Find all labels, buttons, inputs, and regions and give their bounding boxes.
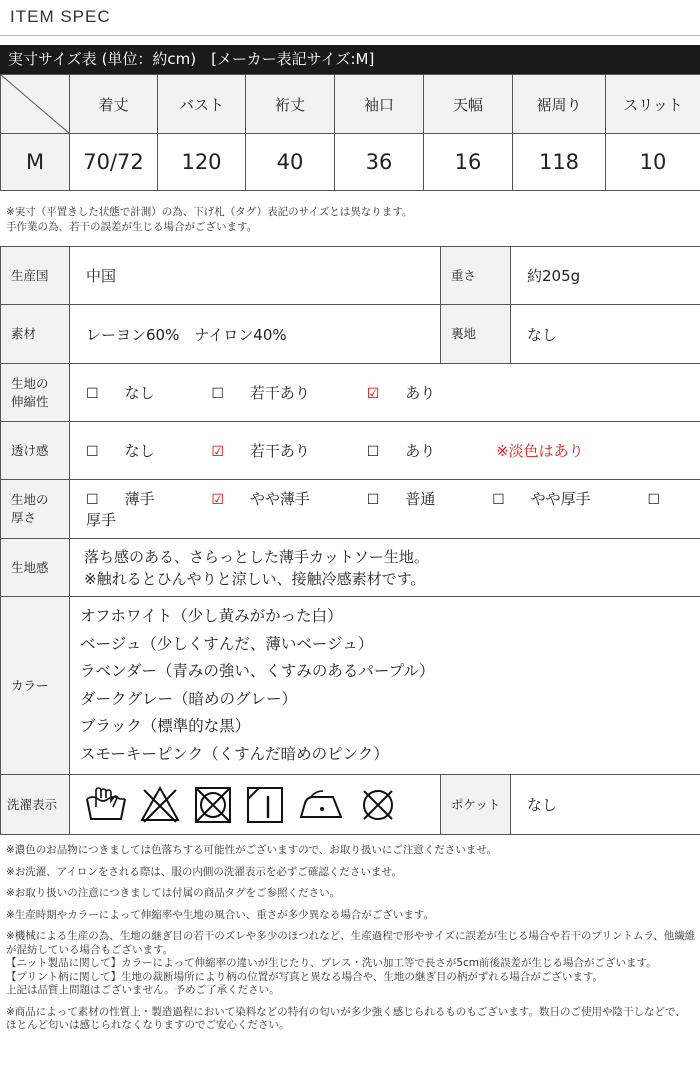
size-corner-cell [1, 75, 70, 134]
checkbox-checked-icon: ☑ [211, 444, 224, 460]
color-item: スモーキーピンク（くすんだ暗めのピンク） [80, 744, 389, 763]
footer-note: ※お取り扱いの注意につきましては付属の商品タグをご参照ください。 [6, 887, 341, 899]
color-item: ベージュ（少しくすんだ、薄いベージュ） [80, 634, 374, 653]
size-value: 10 [606, 134, 700, 191]
checkbox-empty-icon: ☐ [86, 444, 99, 460]
weight-value: 約205g [511, 247, 700, 305]
no-tumble-dry-icon [192, 785, 234, 825]
checkbox-empty-icon: ☐ [366, 492, 380, 508]
spec-row-stretch [1, 364, 700, 422]
footer-note: ※商品によって素材の性質上・製造過程において染料などの特有の匂いが多少強く感じられるものもございます。数日のご使用や陰干しなどで、ほとんど匂いは感じられなくなりますのでご安心ください。 [6, 1005, 686, 1031]
size-col-header: スリット [606, 75, 700, 134]
checkbox-empty-icon: ☐ [647, 492, 660, 508]
lining-label: 裏地 [441, 305, 511, 364]
care-symbols [70, 775, 441, 835]
size-value: 16 [424, 134, 513, 191]
size-row [1, 134, 700, 191]
footer-note: 上記は品質上問題はございません。予めご了承ください。 [6, 984, 280, 996]
checkbox-empty-icon: ☐ [86, 386, 99, 402]
thickness-label [1, 480, 70, 539]
thickness-label-line: 生地の [11, 492, 49, 507]
footer-note: ※生産時期やカラーによって伸縮率や生地の風合い、重さが多少異なる場合がございます。 [6, 908, 434, 921]
size-col-header: 着丈 [70, 75, 158, 134]
lining-value: なし [511, 305, 700, 364]
pocket-value: なし [511, 775, 700, 835]
no-bleach-icon [139, 785, 181, 825]
spec-row-origin [1, 247, 700, 305]
material-value: レーヨン60% ナイロン40% [70, 305, 441, 364]
spec-row-transparency [1, 422, 700, 480]
checkbox-empty-icon: ☐ [86, 492, 99, 508]
spec-row-colors [1, 597, 700, 775]
footer-note: 【プリント柄に関して】生地の裁断場所により柄の位置が写真と異なる場合や、生地の継ぎ目の柄がずれる場合がございます。 [6, 970, 604, 983]
size-header-row [1, 75, 700, 134]
stretch-option: ☐ 若干あり [211, 384, 310, 402]
thickness-option: ☐厚手 [86, 492, 660, 529]
material-label: 素材 [1, 305, 70, 364]
transparency-option: ☐ あり [366, 442, 436, 460]
footer-note: 【ニット製品に関して】カラーによって伸縮率の違いが生じたり、プレス・洗い加工等で長さが5cm前後誤差が生じる場合がございます。 [6, 957, 657, 969]
stretch-option-selected: ☑ あり [366, 384, 436, 402]
checkbox-checked-icon: ☑ [211, 492, 224, 508]
origin-label: 生産国 [1, 247, 70, 305]
stretch-label-line: 生地の [11, 375, 49, 391]
color-list [70, 597, 700, 775]
stretch-label-line: 伸縮性 [11, 393, 49, 409]
transparency-option: ☐ なし [86, 442, 155, 460]
stretch-label [1, 364, 70, 422]
size-notes [6, 205, 412, 235]
section-title: ITEM SPEC [10, 7, 111, 26]
footer-note: ※お洗濯、アイロンをされる際は、服の内側の洗濯表示を必ずご確認くださいませ。 [6, 865, 403, 878]
texture-line: ※触れるとひんやりと涼しい、接触冷感素材です。 [84, 569, 426, 588]
size-value: 120 [158, 134, 246, 191]
color-item: オフホワイト（少し黄みがかった白） [80, 607, 343, 625]
footer-notes [6, 844, 696, 1033]
transparency-label: 透け感 [1, 422, 70, 480]
thickness-label-line: 厚さ [11, 510, 37, 525]
care-label: 洗濯表示 [1, 775, 70, 835]
size-col-header: バスト [158, 75, 246, 134]
checkbox-empty-icon: ☐ [211, 386, 224, 402]
transparency-note: ※淡色はあり [496, 442, 584, 460]
size-col-header: 裾周り [513, 75, 606, 134]
spec-row-texture [1, 539, 700, 597]
size-note: 手作業の為、若干の誤差が生じる場合がございます。 [6, 221, 258, 233]
transparency-options [70, 422, 700, 480]
color-item: ブラック（標準的な黒） [80, 717, 251, 735]
stretch-options [70, 364, 700, 422]
size-row-label: M [1, 134, 70, 191]
size-value: 118 [513, 134, 606, 191]
spec-table [0, 246, 700, 835]
thickness-option: ☐ 薄手 [86, 490, 155, 508]
pocket-label: ポケット [441, 775, 511, 835]
size-value: 70/72 [70, 134, 158, 191]
weight-label: 重さ [441, 247, 511, 305]
no-dry-clean-icon [358, 785, 398, 825]
size-table-caption: 実寸サイズ表 (単位：約cm) [メーカー表記サイズ:M] [0, 45, 700, 74]
header-divider [0, 35, 700, 36]
checkbox-checked-icon: ☑ [366, 386, 380, 402]
checkbox-empty-icon: ☐ [366, 444, 380, 460]
size-col-header: 天幅 [424, 75, 513, 134]
stretch-option: ☐ なし [86, 384, 155, 402]
line-dry-shade-icon [244, 785, 286, 825]
spec-row-material [1, 305, 700, 364]
size-col-header: 袖口 [335, 75, 424, 134]
footer-note: ※濃色のお品物につきましては色落ちする可能性がございますので、お取り扱いにご注意くださいませ。 [6, 844, 498, 856]
spec-row-care [1, 775, 700, 835]
thickness-options [70, 480, 700, 539]
hand-wash-icon [84, 785, 128, 825]
color-item: ラベンダー（青みの強い、くすみのあるパープル） [80, 662, 435, 680]
size-table [0, 74, 700, 191]
texture-description [70, 539, 700, 597]
size-note: ※実寸（平置きした状態で計測）の為、下げ札（タグ）表記のサイズとは異なります。 [6, 206, 413, 218]
thickness-option: ☐ 普通 [366, 490, 436, 508]
color-item: ダークグレー（暗めのグレー） [80, 689, 298, 708]
size-value: 36 [335, 134, 424, 191]
section-header [0, 0, 700, 36]
diagonal-line-icon [1, 75, 70, 134]
size-value: 40 [246, 134, 335, 191]
transparency-option-selected: ☑ 若干あり [211, 442, 310, 460]
iron-low-icon [297, 785, 347, 825]
spec-row-thickness [1, 480, 700, 539]
footer-note: ※機械による生産の為、生地の継ぎ目の若干のズレや多少のほつれなど、生産過程で形やサイズに誤差が生じる場合や若干のプリントムラ、他繊維が混紡している場合もございます。 [6, 930, 696, 956]
texture-label: 生地感 [1, 539, 70, 597]
thickness-option-selected: ☑ やや薄手 [211, 490, 310, 508]
size-col-header: 裄丈 [246, 75, 335, 134]
colors-label: カラー [1, 597, 70, 775]
origin-value: 中国 [70, 247, 441, 305]
thickness-option: ☐ やや厚手 [492, 490, 591, 508]
checkbox-empty-icon: ☐ [492, 492, 505, 508]
texture-line: 落ち感のある、さらっとした薄手カットソー生地。 [84, 547, 429, 566]
